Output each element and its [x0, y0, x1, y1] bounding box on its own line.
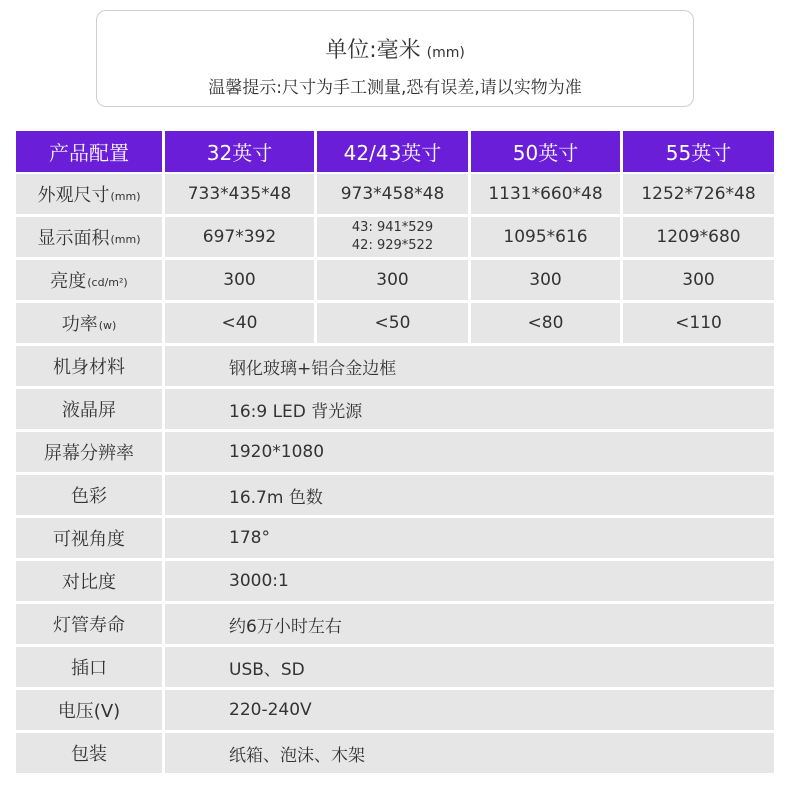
table-row — [16, 690, 774, 733]
table-cell: 733*435*48 — [165, 174, 314, 214]
row-label: 灯管寿命 — [16, 604, 162, 644]
table-row — [16, 174, 774, 217]
row-label: 液晶屏 — [16, 389, 162, 429]
table-cell — [317, 217, 468, 257]
table-row — [16, 432, 774, 475]
table-cell: <80 — [471, 303, 620, 343]
table-cell: 钢化玻璃+铝合金边框 — [165, 346, 774, 386]
table-row — [16, 389, 774, 432]
spec-table — [16, 131, 774, 776]
table-row — [16, 260, 774, 303]
table-cell: 1095*616 — [471, 217, 620, 257]
row-label: 包装 — [16, 733, 162, 773]
table-cell: 纸箱、泡沫、木架 — [165, 733, 774, 773]
table-cell: 300 — [471, 260, 620, 300]
row-label: 显示面积 (mm) — [16, 217, 162, 257]
table-cell: 220-240V — [165, 690, 774, 730]
table-cell: 300 — [317, 260, 468, 300]
table-cell: 697*392 — [165, 217, 314, 257]
row-label: 功率 (w) — [16, 303, 162, 343]
header-cell-42-43in: 42/43英寸 — [317, 131, 468, 172]
table-cell: 1209*680 — [623, 217, 774, 257]
row-label: 色彩 — [16, 475, 162, 515]
table-cell: 1920*1080 — [165, 432, 774, 472]
table-cell: 300 — [623, 260, 774, 300]
table-cell: <40 — [165, 303, 314, 343]
row-label: 机身材料 — [16, 346, 162, 386]
table-row — [16, 217, 774, 260]
header-cell-32in: 32英寸 — [165, 131, 314, 172]
header-cell-55in: 55英寸 — [623, 131, 774, 172]
notice-tip: 温馨提示:尺寸为手工测量,恐有误差,请以实物为准 — [208, 78, 582, 98]
table-row — [16, 561, 774, 604]
table-row — [16, 647, 774, 690]
measurement-notice — [96, 10, 694, 107]
header-cell-50in: 50英寸 — [471, 131, 620, 172]
row-label: 外观尺寸 (mm) — [16, 174, 162, 214]
table-row — [16, 604, 774, 647]
table-cell: 1131*660*48 — [471, 174, 620, 214]
unit-label: 单位:毫米 — [325, 38, 421, 63]
table-row — [16, 733, 774, 776]
table-cell: 约6万小时左右 — [165, 604, 774, 644]
table-cell: 16:9 LED 背光源 — [165, 389, 774, 429]
table-row — [16, 475, 774, 518]
table-header-row — [16, 131, 774, 174]
notice-title — [97, 33, 693, 64]
table-cell: 3000:1 — [165, 561, 774, 601]
table-row — [16, 518, 774, 561]
table-cell: <110 — [623, 303, 774, 343]
table-cell: 973*458*48 — [317, 174, 468, 214]
table-cell: 178° — [165, 518, 774, 558]
table-cell: USB、SD — [165, 647, 774, 687]
row-label: 插口 — [16, 647, 162, 687]
unit-abbrev: (mm) — [426, 45, 465, 61]
table-cell: 16.7m 色数 — [165, 475, 774, 515]
row-label: 电压(V) — [16, 690, 162, 730]
row-label: 对比度 — [16, 561, 162, 601]
row-label: 屏幕分辨率 — [16, 432, 162, 472]
table-cell: <50 — [317, 303, 468, 343]
table-cell-line: 43: 941*529 — [351, 220, 434, 235]
header-cell-config: 产品配置 — [16, 131, 162, 172]
row-label: 可视角度 — [16, 518, 162, 558]
table-cell: 1252*726*48 — [623, 174, 774, 214]
table-row — [16, 303, 774, 346]
row-label: 亮度 (cd/m²) — [16, 260, 162, 300]
table-row — [16, 346, 774, 389]
table-cell: 300 — [165, 260, 314, 300]
table-cell-line: 42: 929*522 — [351, 238, 434, 253]
